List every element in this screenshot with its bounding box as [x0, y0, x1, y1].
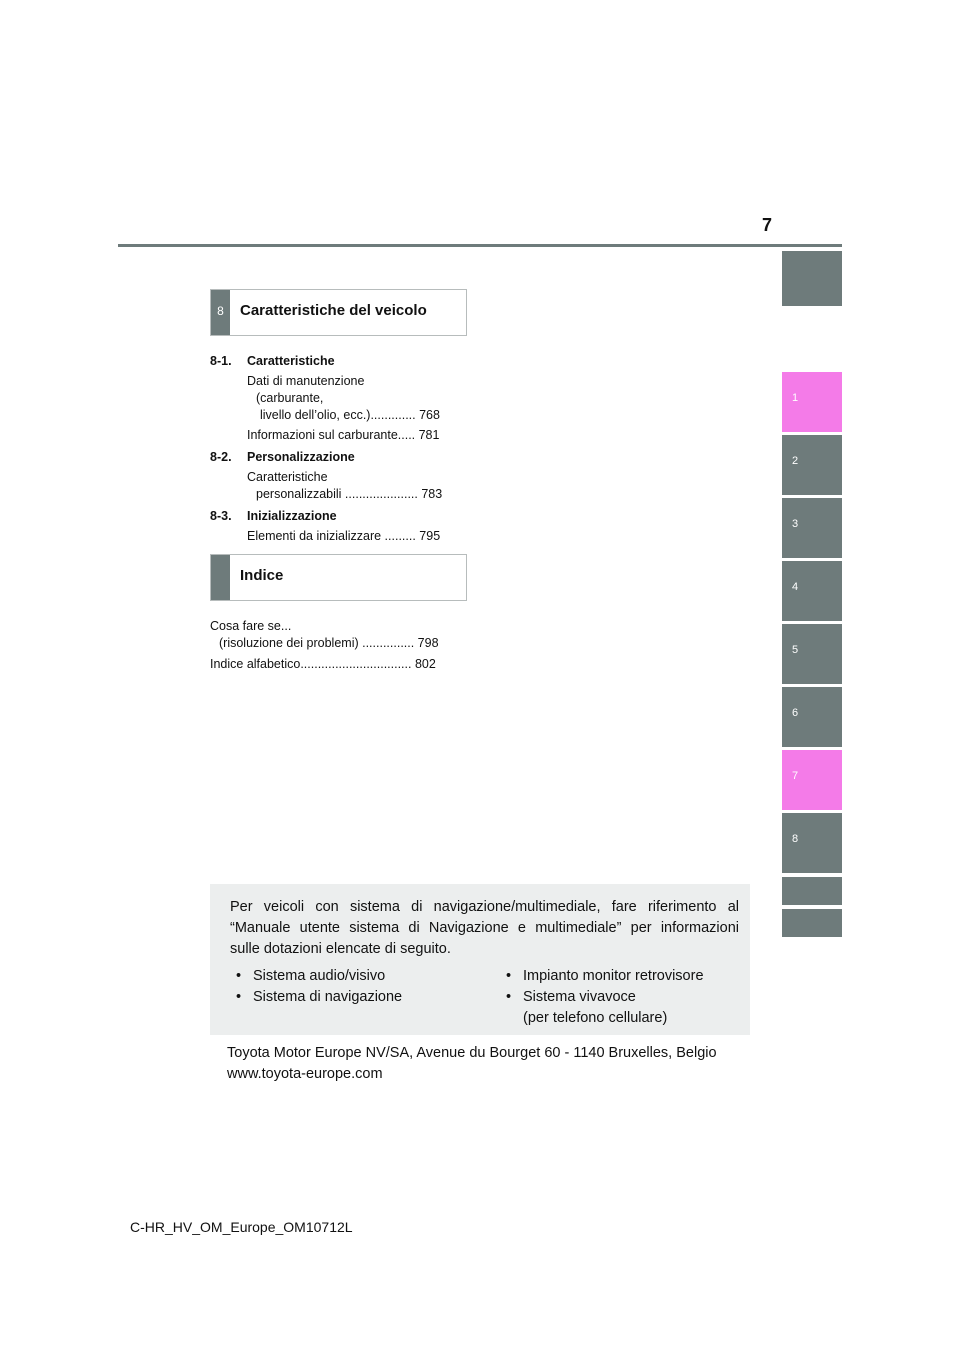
bullet-item-audio: • Sistema audio/visivo: [236, 968, 386, 984]
chapter-tab-blank-1[interactable]: [782, 877, 842, 905]
toc-heading-8-3[interactable]: 8-3. Inizializzazione: [210, 509, 337, 523]
toc-entry-cosa-line2[interactable]: (risoluzione dei problemi) ............... 798: [219, 636, 439, 650]
toc-entry-dati-line2[interactable]: (carburante,: [256, 391, 324, 405]
section-number: [211, 555, 230, 600]
chapter-tab-3[interactable]: 3: [782, 498, 842, 558]
info-line-3: sulle dotazioni elencate di seguito.: [230, 941, 451, 957]
section-title: Indice: [240, 567, 284, 584]
page-number: 7: [761, 215, 772, 235]
toc-heading-8-1[interactable]: 8-1. Caratteristiche: [210, 354, 335, 368]
chapter-tab-7[interactable]: 7: [782, 750, 842, 810]
toc-entry-informazioni[interactable]: Informazioni sul carburante..... 781: [247, 428, 440, 442]
bullet-item-navigazione: • Sistema di navigazione: [236, 989, 403, 1005]
toc-entry-alfabetico[interactable]: Indice alfabetico................................ 802: [210, 657, 436, 671]
section-indice-header: [210, 554, 467, 601]
chapter-tab-blank-2[interactable]: [782, 909, 842, 937]
chapter-tab-8[interactable]: 8: [782, 813, 842, 873]
publisher-address: Toyota Motor Europe NV/SA, Avenue du Bourget 60 - 1140 Bruxelles, Belgio: [227, 1045, 717, 1061]
chapter-tab-4[interactable]: 4: [782, 561, 842, 621]
header-rule: [118, 244, 842, 247]
section-8-header: [210, 289, 467, 336]
info-box: [210, 884, 750, 1035]
publisher-website[interactable]: www.toyota-europe.com: [227, 1066, 383, 1082]
footer-document-code: C-HR_HV_OM_Europe_OM10712L: [130, 1219, 353, 1235]
chapter-tab-5[interactable]: 5: [782, 624, 842, 684]
info-line-2: “Manuale utente sistema di Navigazione e multimediale” per informazioni: [230, 920, 739, 936]
info-text: [230, 897, 739, 960]
toc-entry-dati-line3[interactable]: livello dell’olio, ecc.)............. 768: [260, 408, 440, 422]
bullet-item-monitor: • Impianto monitor retrovisore: [506, 968, 704, 984]
chapter-tab-2[interactable]: 2: [782, 435, 842, 495]
section-title: Caratteristiche del veicolo: [240, 302, 427, 319]
toc-entry-caratteristiche-line2[interactable]: personalizzabili ..................... 783: [256, 487, 443, 501]
publisher-info: [227, 1043, 747, 1085]
toc-entry-elementi[interactable]: Elementi da inizializzare ......... 795: [247, 529, 441, 543]
bullet-item-vivavoce: • Sistema vivavoce: [506, 989, 636, 1005]
toc-entry-caratteristiche-line1[interactable]: Caratteristiche: [247, 470, 328, 484]
chapter-tab-blank-top[interactable]: [782, 251, 842, 306]
chapter-tab-6[interactable]: 6: [782, 687, 842, 747]
chapter-tab-1[interactable]: 1: [782, 372, 842, 432]
toc-heading-8-2[interactable]: 8-2. Personalizzazione: [210, 450, 355, 464]
section-number: 8: [211, 290, 230, 335]
bullet-item-vivavoce-cont: (per telefono cellulare): [523, 1010, 668, 1026]
toc-entry-cosa-line1[interactable]: Cosa fare se...: [210, 619, 292, 633]
toc-entry-dati-line1[interactable]: Dati di manutenzione: [247, 374, 365, 388]
info-line-1: Per veicoli con sistema di navigazione/multimediale, fare riferimento al: [230, 899, 739, 915]
